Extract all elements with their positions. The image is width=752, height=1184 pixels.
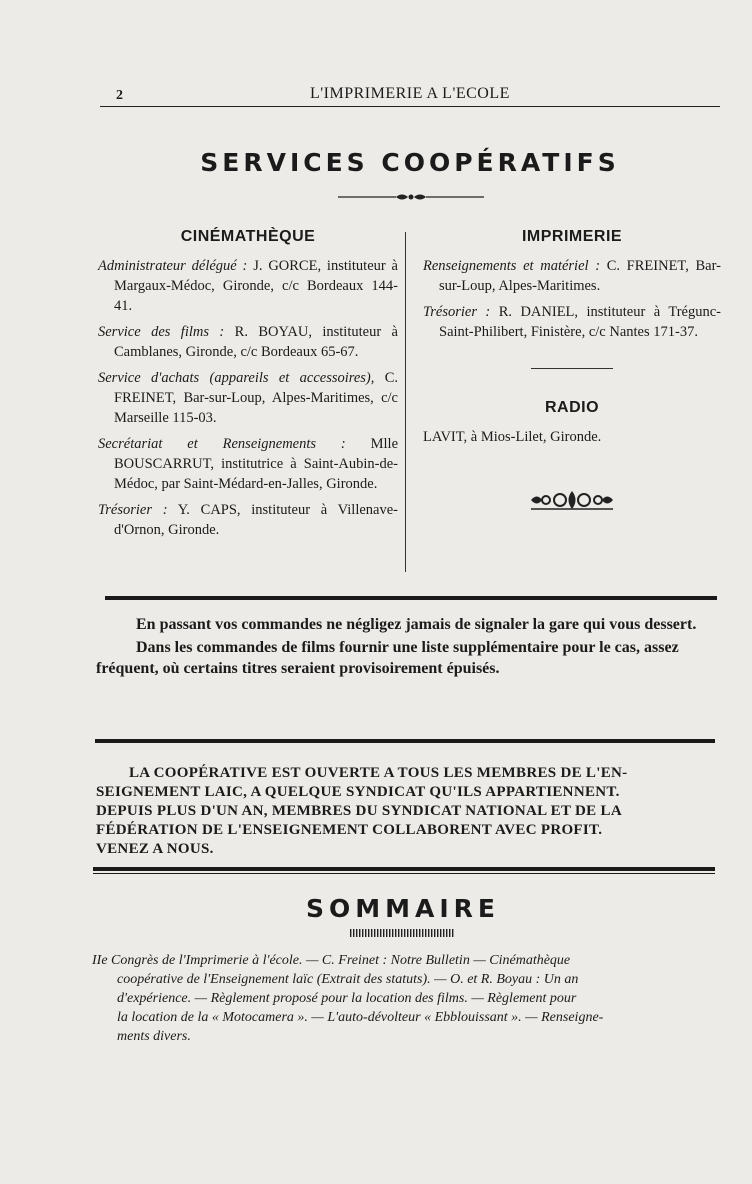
thin-rule — [93, 873, 715, 874]
sommaire-line: ments divers. — [117, 1029, 191, 1044]
fleuron-ornament-icon — [529, 489, 615, 511]
sommaire-line: d'expérience. — Règlement proposé pour la location des films. — Règlement pour — [117, 991, 577, 1006]
thick-rule — [93, 867, 715, 871]
thick-rule — [105, 596, 717, 600]
notice-paragraph: En passant vos commandes ne négligez jamais de signaler la gare qui vous dessert. — [136, 616, 697, 633]
sommaire-heading: SOMMAIRE — [306, 894, 500, 923]
notice-paragraph: Dans les commandes de films fournir une liste supplémentaire pour le cas, assez fréquent, où certains titres seraient provisoirement épuisés. — [96, 639, 679, 677]
ordering-notice — [96, 614, 718, 681]
page-title: SERVICES COOPÉRATIFS — [200, 148, 620, 177]
cinematheque-entry: Administrateur délégué : J. GORCE, instituteur à Margaux-Médoc, Gironde, c/c Bordeaux 144-41. — [98, 258, 398, 314]
imprimerie-column — [423, 228, 721, 511]
sommaire-line: IIe Congrès de l'Imprimerie à l'école. — C. Freinet : Notre Bulletin — Cinémathèque — [92, 953, 571, 968]
section-rule — [531, 368, 613, 369]
sommaire-line: coopérative de l'Enseignement laïc (Extrait des statuts). — O. et R. Boyau : Un an — [117, 972, 579, 987]
sommaire-text — [92, 951, 714, 1046]
notice-line: FÉDÉRATION DE L'ENSEIGNEMENT COLLABORENT AVEC PROFIT. — [96, 822, 603, 838]
notice-line: LA COOPÉRATIVE EST OUVERTE A TOUS LES MEMBRES DE L'EN- — [129, 765, 628, 781]
column-divider — [405, 232, 406, 572]
title-ornament-icon — [338, 192, 484, 202]
thick-rule — [95, 739, 715, 743]
running-title: L'IMPRIMERIE A L'ECOLE — [310, 85, 510, 102]
cinematheque-entry: Trésorier : Y. CAPS, instituteur à Villenave-d'Ornon, Gironde. — [98, 502, 398, 538]
notice-line: DEPUIS PLUS D'UN AN, MEMBRES DU SYNDICAT NATIONAL ET DE LA — [96, 803, 622, 819]
cinematheque-entry: Service des films : R. BOYAU, instituteur à Camblanes, Gironde, c/c Bordeaux 65-67. — [98, 324, 398, 360]
imprimerie-heading: IMPRIMERIE — [521, 228, 623, 245]
header-rule — [100, 106, 720, 107]
sommaire-line: la location de la « Motocamera ». — L'auto-dévolteur « Ebblouissant ». — Renseigne- — [117, 1010, 604, 1025]
cinematheque-entry: Secrétariat et Renseignements : Mlle BOUSCARRUT, institutrice à Saint-Aubin-de-Médoc, par Saint-Médard-en-Jalles, Gironde. — [98, 436, 399, 492]
imprimerie-entry: Trésorier : R. DANIEL, instituteur à Trégunc-Saint-Philibert, Finistère, c/c Nantes 171-37. — [423, 304, 721, 340]
cinematheque-heading: CINÉMATHÈQUE — [180, 228, 316, 245]
cooperative-notice — [96, 764, 714, 859]
radio-entry: LAVIT, à Mios-Lilet, Gironde. — [423, 429, 602, 445]
notice-line: VENEZ A NOUS. — [96, 841, 214, 857]
radio-heading: RADIO — [544, 399, 600, 416]
notice-line: SEIGNEMENT LAIC, A QUELQUE SYNDICAT QU'ILS APPARTIENNENT. — [96, 784, 620, 800]
imprimerie-entry: Renseignements et matériel : C. FREINET, Bar-sur-Loup, Alpes-Maritimes. — [423, 258, 721, 294]
cinematheque-column — [98, 228, 398, 546]
cinematheque-entry: Service d'achats (appareils et accessoires), C. FREINET, Bar-sur-Loup, Alpes-Maritimes, c/c Marseille 115-03. — [98, 370, 398, 426]
page-number: 2 — [116, 88, 123, 103]
dotted-ornament-icon — [350, 929, 456, 937]
